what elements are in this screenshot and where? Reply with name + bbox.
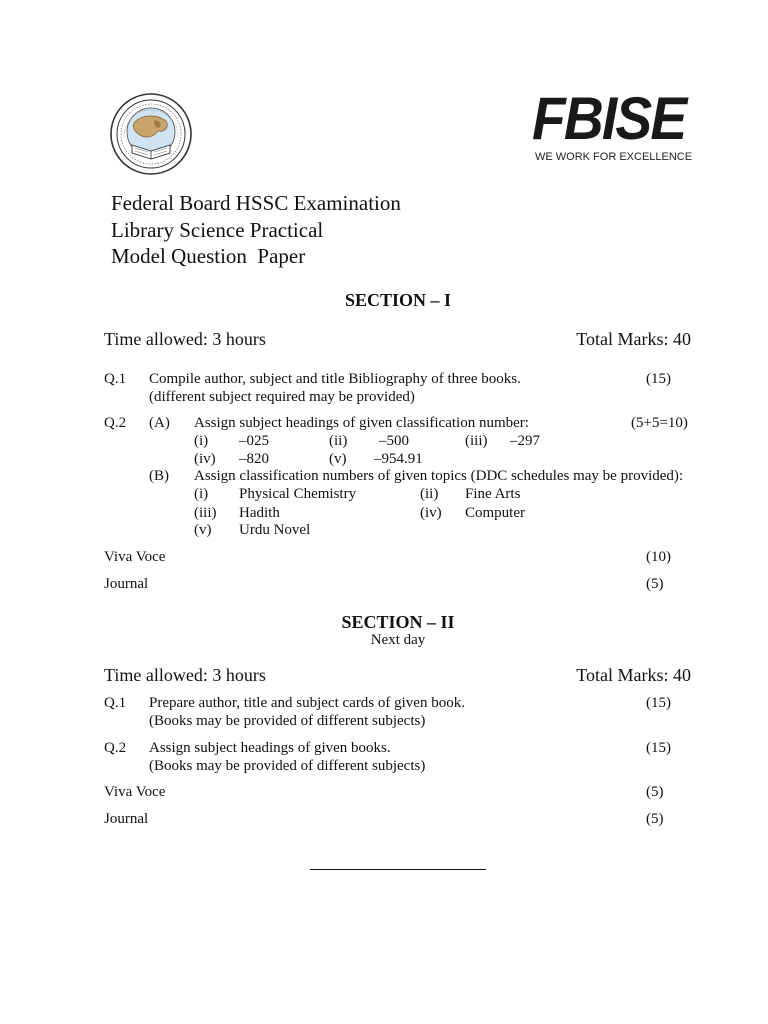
exam-title: Federal Board HSSC Examination [111, 191, 401, 215]
s2-q1-note: (Books may be provided of different subjects) [149, 713, 426, 729]
brand-word: FBISE [532, 85, 686, 152]
s1-q1-note: (different subject required may be provided) [149, 389, 415, 405]
s1-q2-number: Q.2 [104, 415, 127, 431]
fbise-seal-icon [110, 93, 192, 175]
s2-journal-marks: (5) [646, 811, 664, 827]
section-2-time: Time allowed: 3 hours [104, 665, 266, 685]
s1-q2-a-item-num: (i) [194, 433, 209, 449]
s2-q1-marks: (15) [646, 695, 671, 711]
s1-viva-label: Viva Voce [104, 549, 166, 565]
s1-q2-a-item-value: –500 [379, 433, 409, 449]
s1-q2-b-label: (B) [149, 468, 169, 484]
s1-q1-text: Compile author, subject and title Bibliography of three books. [149, 371, 521, 387]
s2-q1-number: Q.1 [104, 695, 127, 711]
s2-viva-label: Viva Voce [104, 784, 166, 800]
s1-q2-b-item-num: (iii) [194, 505, 217, 521]
s1-journal-label: Journal [104, 576, 149, 592]
s1-q2-b-item-value: Fine Arts [465, 486, 521, 502]
s1-q2-a-label: (A) [149, 415, 170, 431]
s1-viva-marks: (10) [646, 549, 671, 565]
section-1-total-marks: Total Marks: 40 [576, 329, 691, 349]
s1-q2-a-item-value: –820 [239, 451, 269, 467]
section-2-title: SECTION – II [341, 612, 455, 632]
s1-q2-a-item-value: –025 [239, 433, 269, 449]
s1-q2-b-text: Assign classification numbers of given topics (DDC schedules may be provided): [194, 468, 684, 484]
s2-q2-text: Assign subject headings of given books. [149, 740, 391, 756]
s2-q2-number: Q.2 [104, 740, 127, 756]
s1-q1-number: Q.1 [104, 371, 127, 387]
s1-q2-b-item-num: (ii) [420, 486, 439, 502]
s1-journal-marks: (5) [646, 576, 664, 592]
subject-title: Library Science Practical [111, 218, 324, 242]
section-2-subtitle: Next day [370, 632, 426, 648]
s1-q2-b-item-value: Physical Chemistry [239, 486, 357, 502]
section-2-total-marks: Total Marks: 40 [576, 665, 691, 685]
s2-q1-text: Prepare author, title and subject cards of given book. [149, 695, 465, 711]
s1-q2-a-item-num: (iv) [194, 451, 216, 467]
s1-q2-b-item-value: Hadith [239, 505, 280, 521]
s1-q2-b-item-num: (iv) [420, 505, 442, 521]
s1-q2-a-item-num: (iii) [465, 433, 488, 449]
s1-q2-a-item-num: (ii) [329, 433, 348, 449]
s1-q2-b-item-value: Computer [465, 505, 525, 521]
s2-q2-marks: (15) [646, 740, 671, 756]
end-divider [310, 869, 486, 870]
section-1-title: SECTION – I [344, 290, 452, 310]
s1-q2-a-text: Assign subject headings of given classification number: [194, 415, 529, 431]
s1-q2-a-item-value: –954.91 [374, 451, 423, 467]
s1-q2-a-marks: (5+5=10) [631, 415, 688, 431]
s1-q2-b-item-num: (v) [194, 522, 212, 538]
paper-title: Model Question Paper [111, 244, 306, 268]
s1-q1-marks: (15) [646, 371, 671, 387]
section-1-time: Time allowed: 3 hours [104, 329, 266, 349]
s2-q2-note: (Books may be provided of different subjects) [149, 758, 426, 774]
brand-tagline: WE WORK FOR EXCELLENCE [535, 151, 693, 163]
s1-q2-b-item-value: Urdu Novel [239, 522, 311, 538]
s1-q2-b-item-num: (i) [194, 486, 209, 502]
s2-viva-marks: (5) [646, 784, 664, 800]
s2-journal-label: Journal [104, 811, 149, 827]
fbise-logo [532, 86, 704, 166]
s1-q2-a-item-value: –297 [510, 433, 540, 449]
s1-q2-a-item-num: (v) [329, 451, 347, 467]
